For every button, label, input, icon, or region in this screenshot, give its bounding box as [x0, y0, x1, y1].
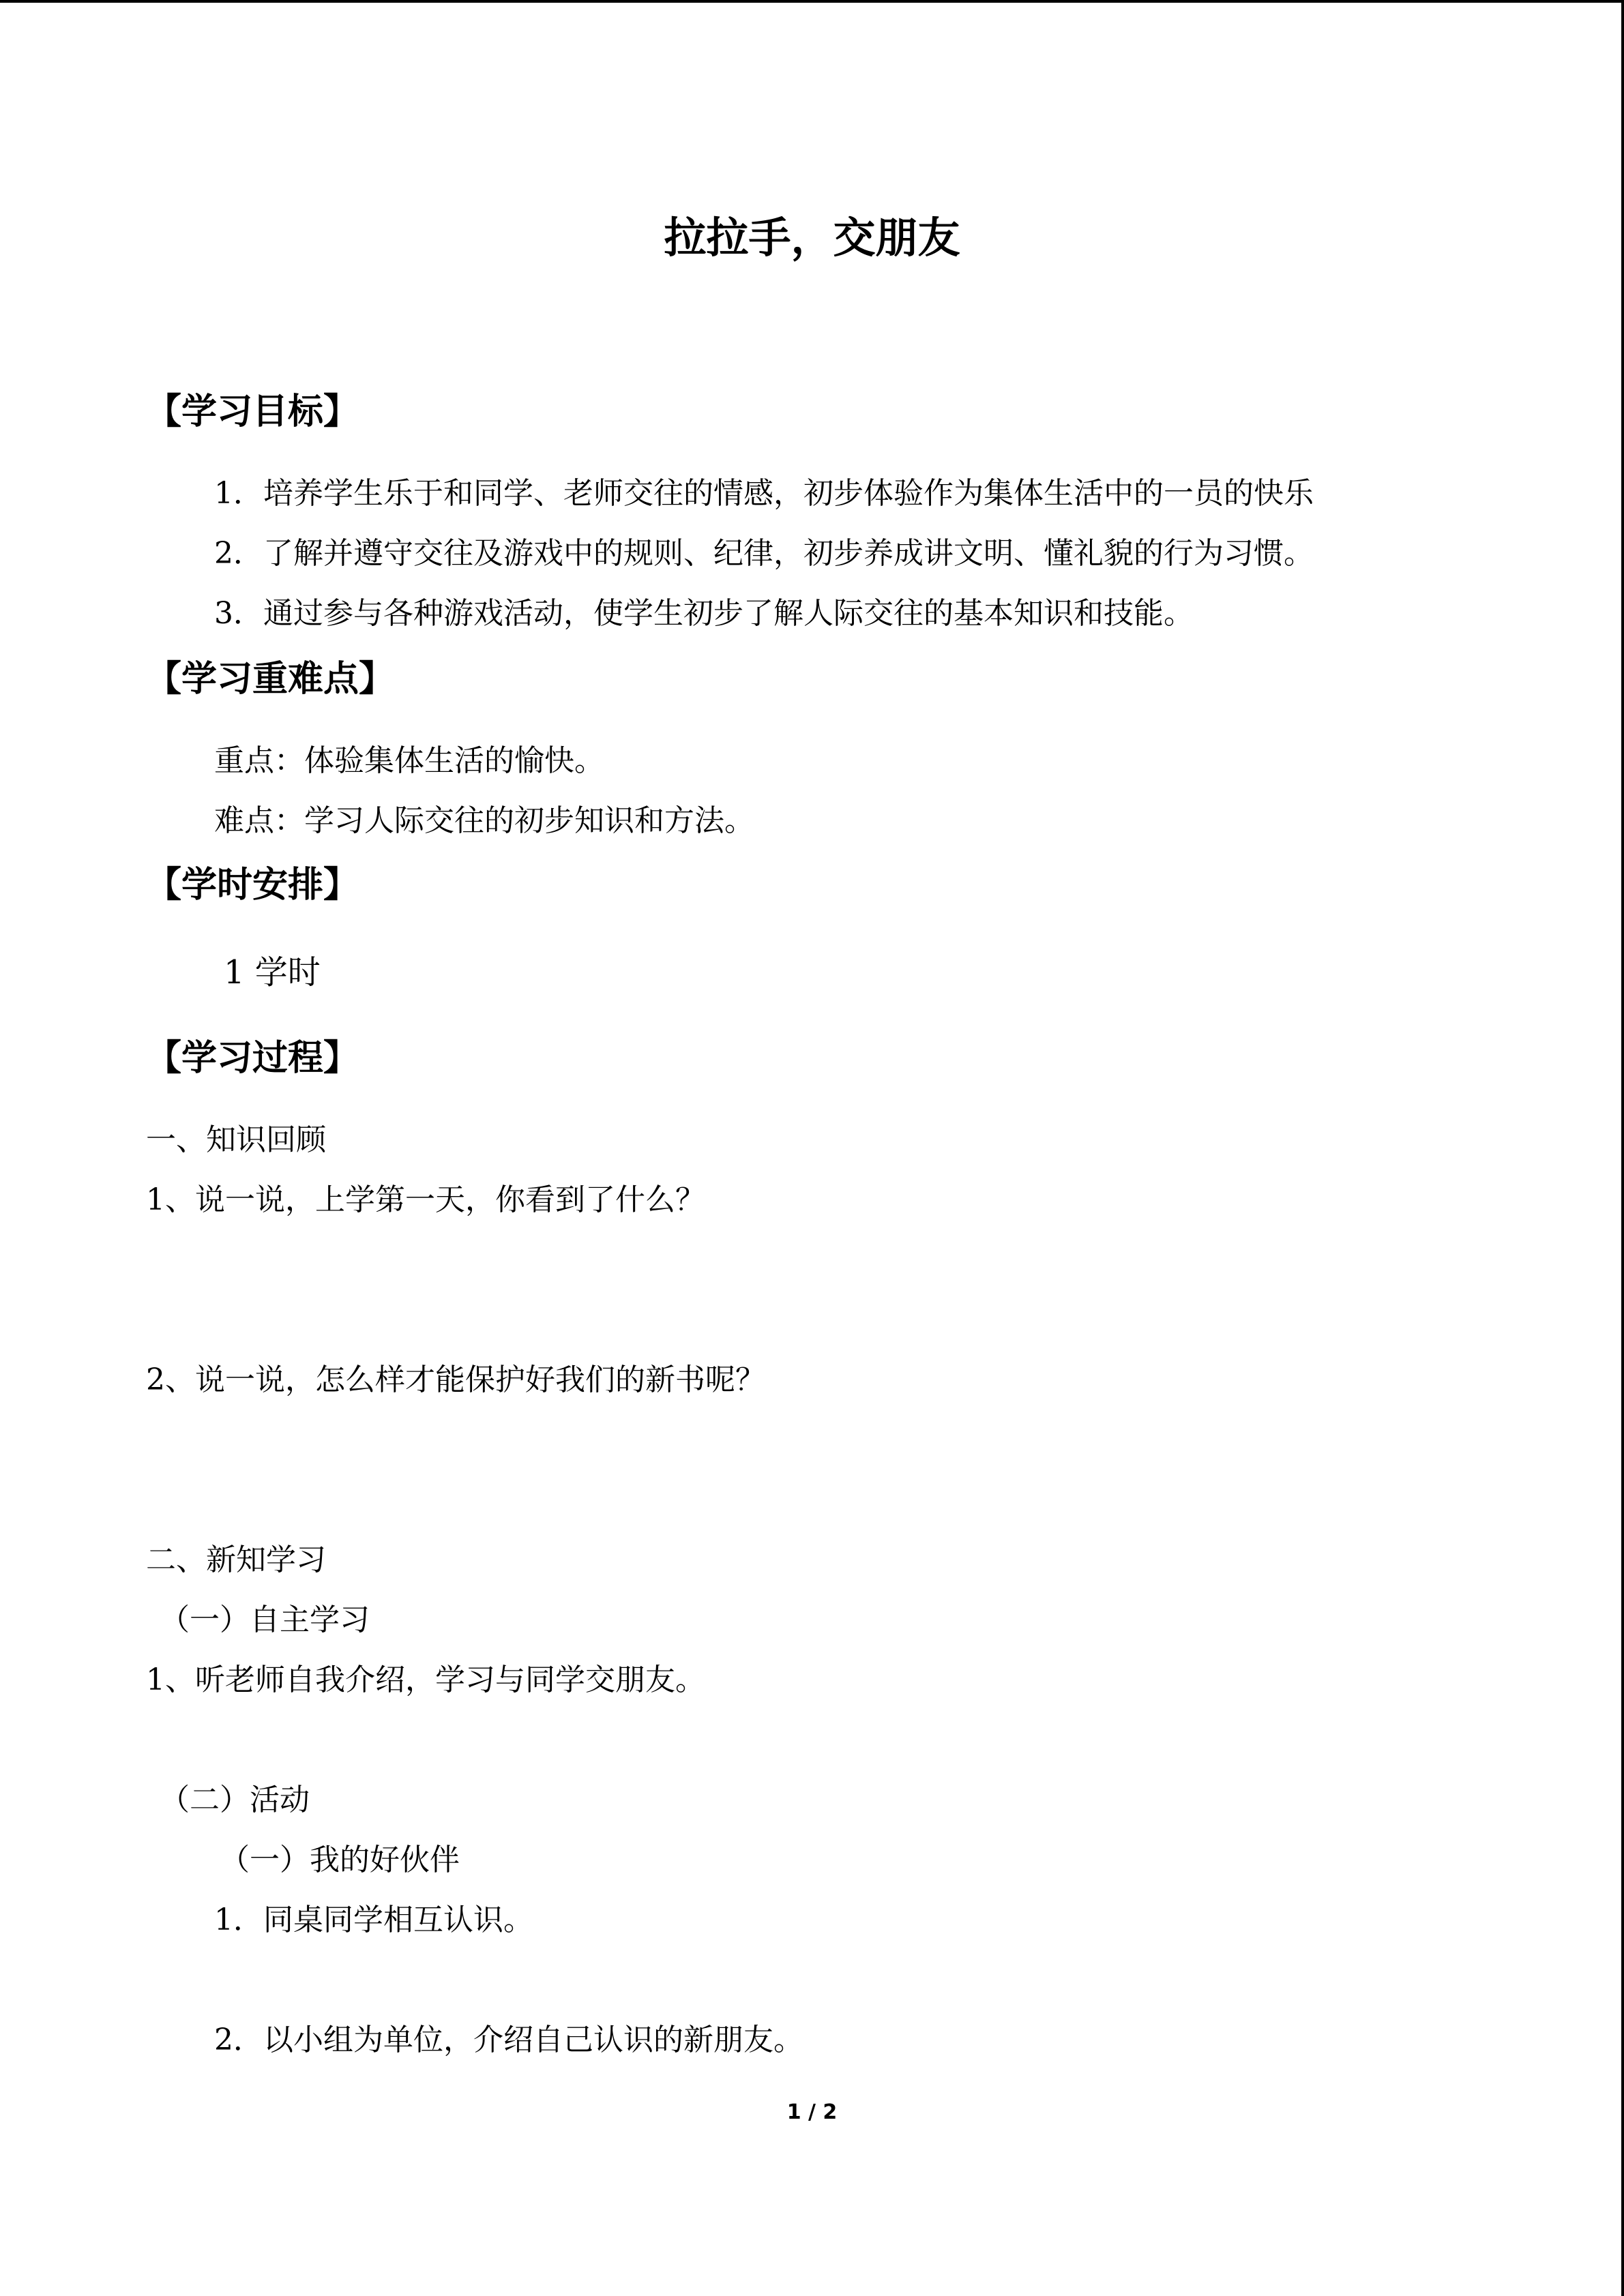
- page-title: 拉拉手，交朋友: [664, 213, 960, 263]
- activity-item-2: 2．以小组为单位，介绍自己认识的新朋友。: [214, 2023, 803, 2057]
- review-question-2: 2、说一说，怎么样才能保护好我们的新书呢？: [146, 1362, 765, 1397]
- self-study-item: 1、听老师自我介绍，学习与同学交朋友。: [146, 1663, 705, 1697]
- schedule-hours: 1 学时: [224, 953, 321, 992]
- goal-item-3: 3．通过参与各种游戏活动，使学生初步了解人际交往的基本知识和技能。: [214, 596, 1194, 631]
- keypoint-focus: 重点：体验集体生活的愉快。: [214, 743, 604, 778]
- keypoints-heading: 【学习重难点】: [146, 659, 395, 700]
- process-heading: 【学习过程】: [146, 1038, 359, 1079]
- page-border-top: [0, 0, 1624, 3]
- page-border-right: [1621, 0, 1624, 2296]
- schedule-heading: 【学时安排】: [146, 865, 359, 906]
- keypoint-difficulty: 难点：学习人际交往的初步知识和方法。: [214, 803, 754, 838]
- goal-item-2: 2．了解并遵守交往及游戏中的规则、纪律，初步养成讲文明、懂礼貌的行为习惯。: [214, 536, 1314, 571]
- review-question-1: 1、说一说，上学第一天，你看到了什么？: [146, 1182, 705, 1217]
- self-study-heading: （一）自主学习: [160, 1602, 370, 1637]
- goal-item-1: 1．培养学生乐于和同学、老师交往的情感，初步体验作为集体生活中的一员的快乐: [214, 476, 1314, 511]
- activity-item-1: 1．同桌同学相互认识。: [214, 1903, 533, 1937]
- review-heading: 一、知识回顾: [146, 1122, 326, 1157]
- page-number: 1 / 2: [786, 2100, 838, 2124]
- new-knowledge-heading: 二、新知学习: [146, 1542, 326, 1577]
- activity-heading: （二）活动: [160, 1783, 310, 1817]
- activity-sub-heading: （一）我的好伙伴: [220, 1843, 460, 1877]
- goals-heading: 【学习目标】: [146, 391, 359, 432]
